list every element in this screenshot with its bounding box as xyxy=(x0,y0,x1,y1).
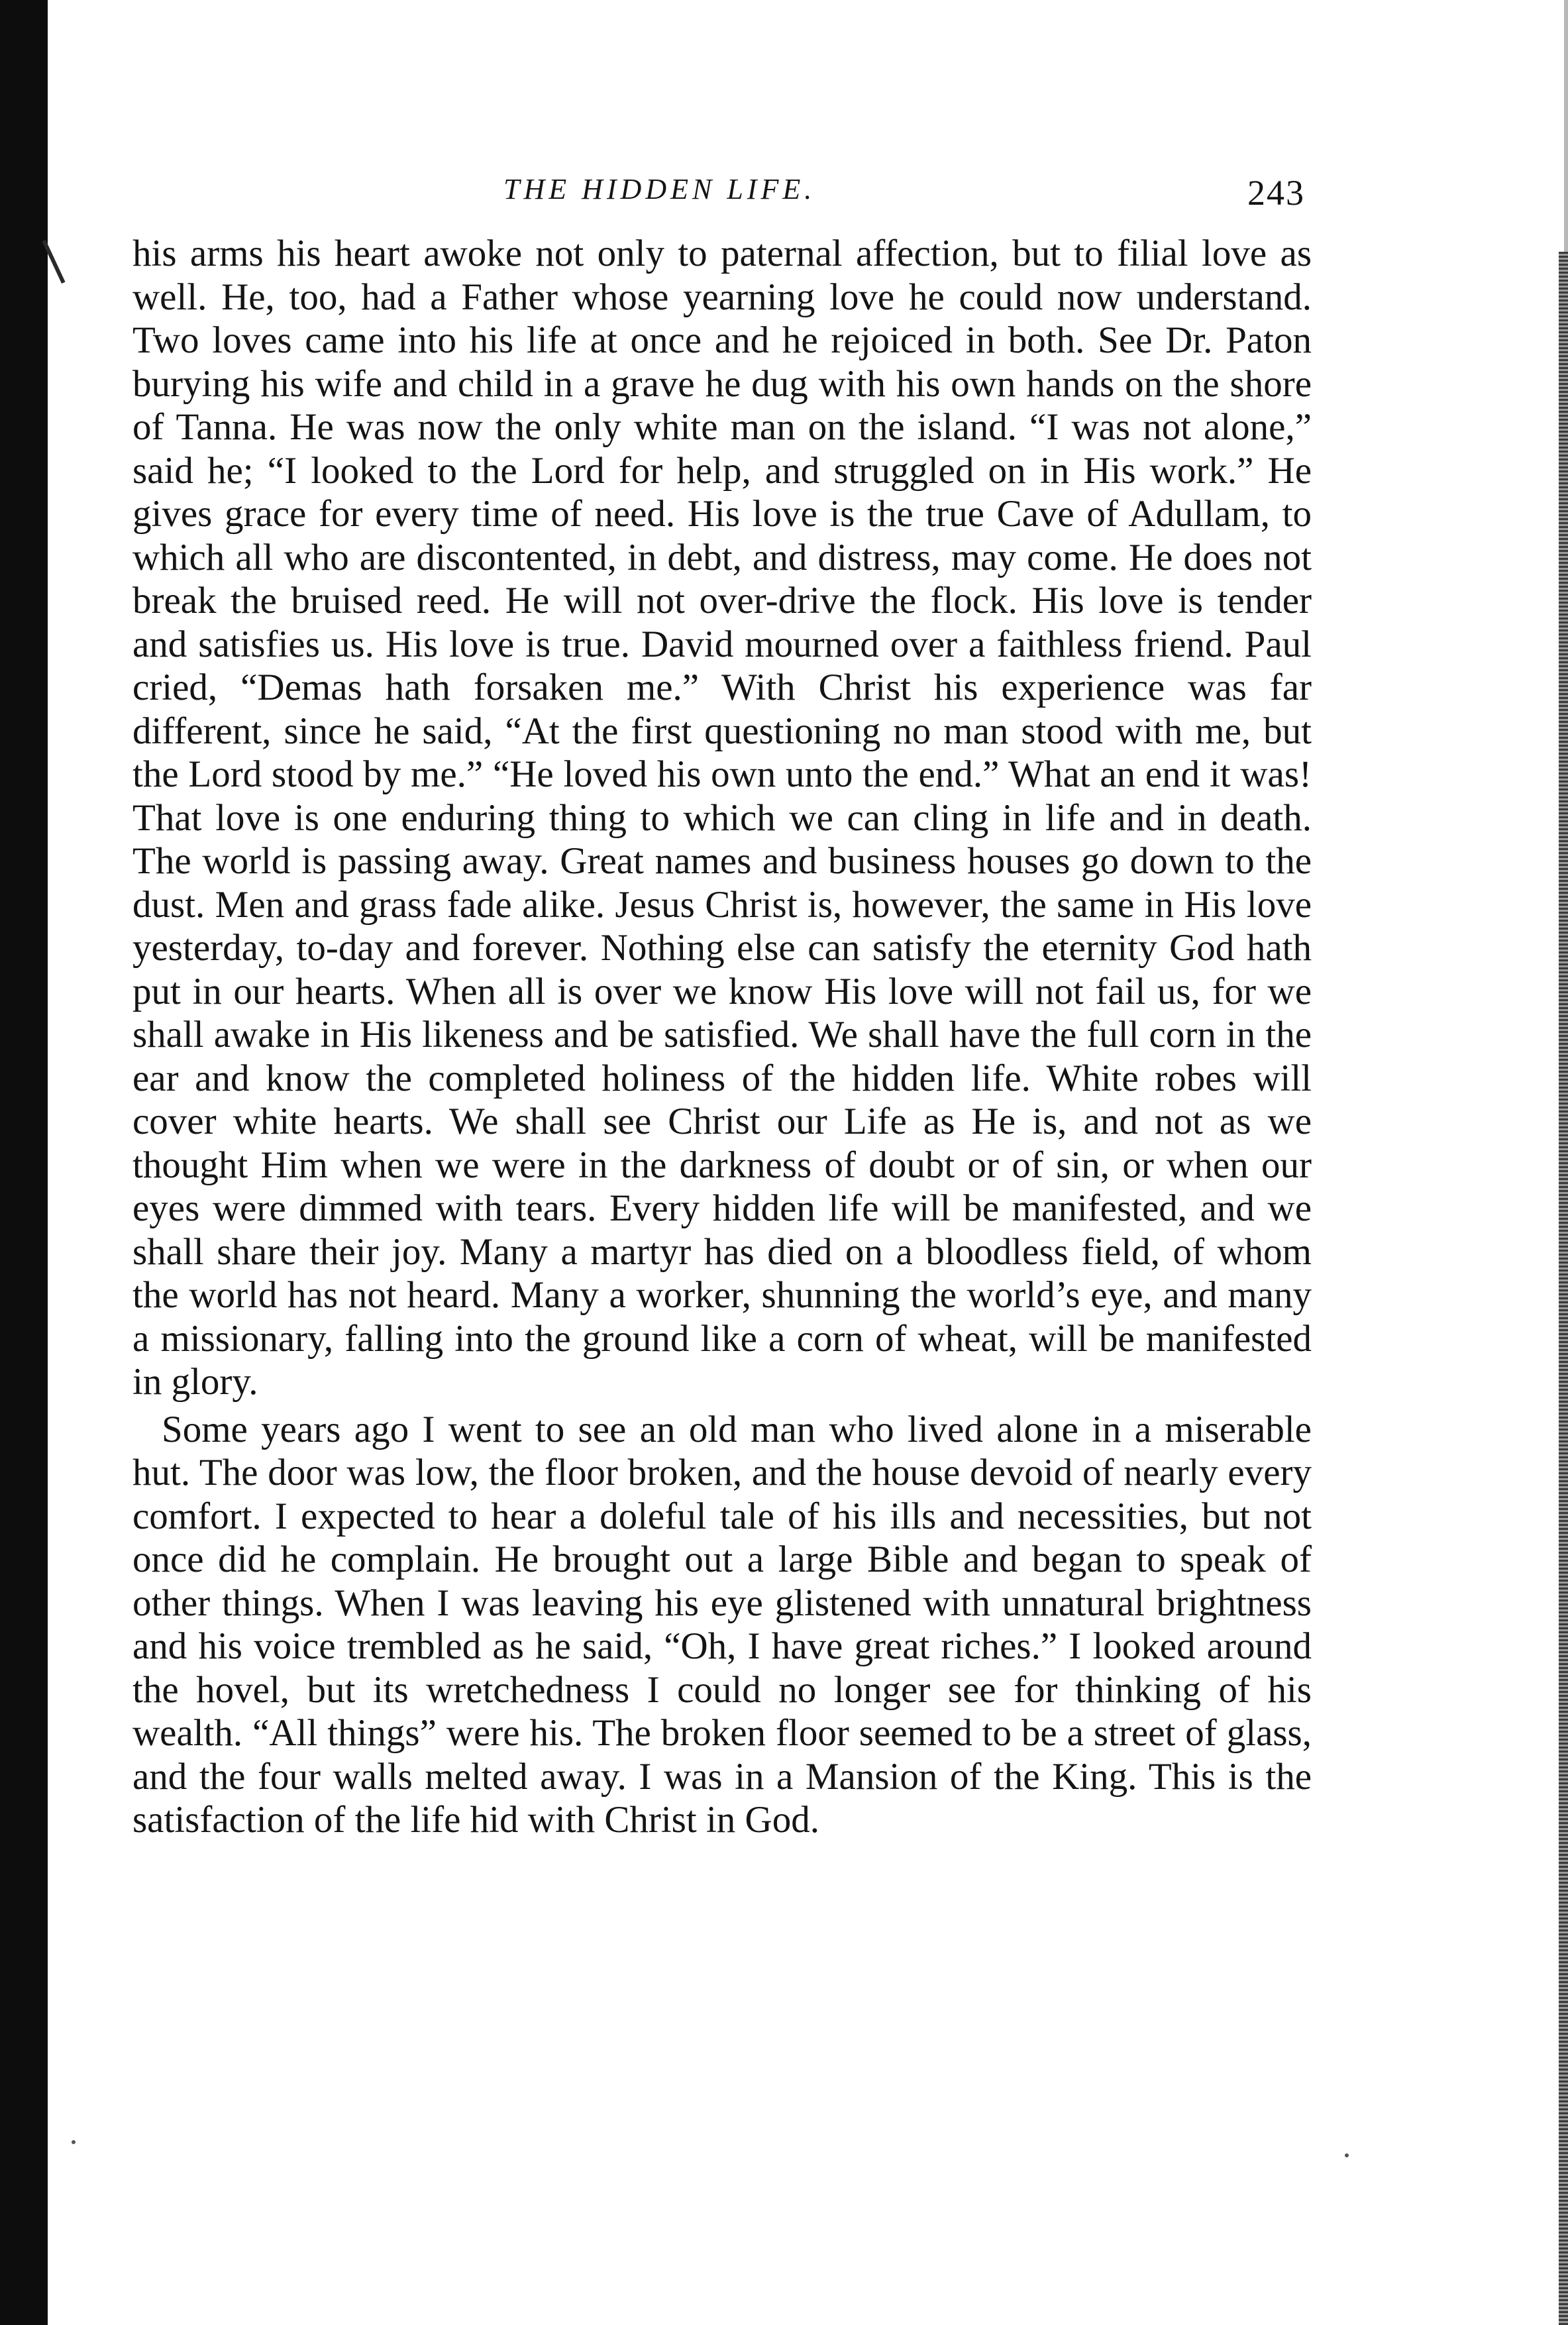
page-edge xyxy=(1559,252,1568,2325)
stray-mark xyxy=(1345,2153,1349,2157)
binding-edge xyxy=(0,0,48,2325)
page-header xyxy=(132,159,1325,219)
paragraph-2: Some years ago I went to see an old man who lived alone in a miserable hut. The door was low, the floor broken, and the house devoid of nearly every comfort. I expected to hear a doleful tale of his ills and necessities, but not once did he complain. He brought out a large Bible and began to speak of other things. When I was leaving his eye glistened with unnatural brightness and his voice trembled as he said, “Oh, I have great riches.” I looked around the hovel, but its wretchedness I could no longer see for thinking of his wealth. “All things” were his. The broken floor seemed to be a street of glass, and the four walls melted away. I was in a Mansion of the King. This is the satisfaction of the life hid with Christ in God. xyxy=(132,1408,1312,1841)
page-number: 243 xyxy=(1247,173,1305,213)
body-text xyxy=(132,232,1312,1842)
page-edge-top xyxy=(1564,0,1568,252)
paragraph-1: his arms his heart awoke not only to paternal affection, but to filial love as well. He, too, had a Father whose yearning love he could now understand. Two loves came into his life at once and he rejoiced in both. See Dr. Paton burying his wife and child in a grave he dug with his own hands on the shore of Tanna. He was now the only white man on the island. “I was not alone,” said he; “I looked to the Lord for help, and struggled on in His work.” He gives grace for every time of need. His love is the true Cave of Adullam, to which all who are discontented, in debt, and distress, may come. He does not break the bruised reed. He will not over-drive the flock. His love is tender and satisfies us. His love is true. David mourned over a faithless friend. Paul cried, “Demas hath forsaken me.” With Christ his experience was far different, since he said, “At the first questioning no man stood with me, but the Lord stood by me.” “He loved his own unto the end.” What an end it was! That love is one enduring thing to which we can cling in life and in death. The world is passing away. Great names and business houses go down to the dust. Men and grass fade alike. Jesus Christ is, however, the same in His love yesterday, to-day and forever. Nothing else can satisfy the eternity God hath put in our hearts. When all is over we know His love will not fail us, for we shall awake in His likeness and be satisfied. We shall have the full corn in the ear and know the completed holiness of the hidden life. White robes will cover white hearts. We shall see Christ our Life as He is, and not as we thought Him when we were in the darkness of doubt or of sin, or when our eyes were dimmed with tears. Every hidden life will be manifested, and we shall share their joy. Many a martyr has died on a bloodless field, of whom the world has not heard. Many a worker, shunning the world’s eye, and many a missionary, falling into the ground like a corn of wheat, will be manifested in glory. xyxy=(132,233,1312,1403)
stray-mark xyxy=(72,2140,76,2144)
running-title: THE HIDDEN LIFE. xyxy=(503,173,816,205)
